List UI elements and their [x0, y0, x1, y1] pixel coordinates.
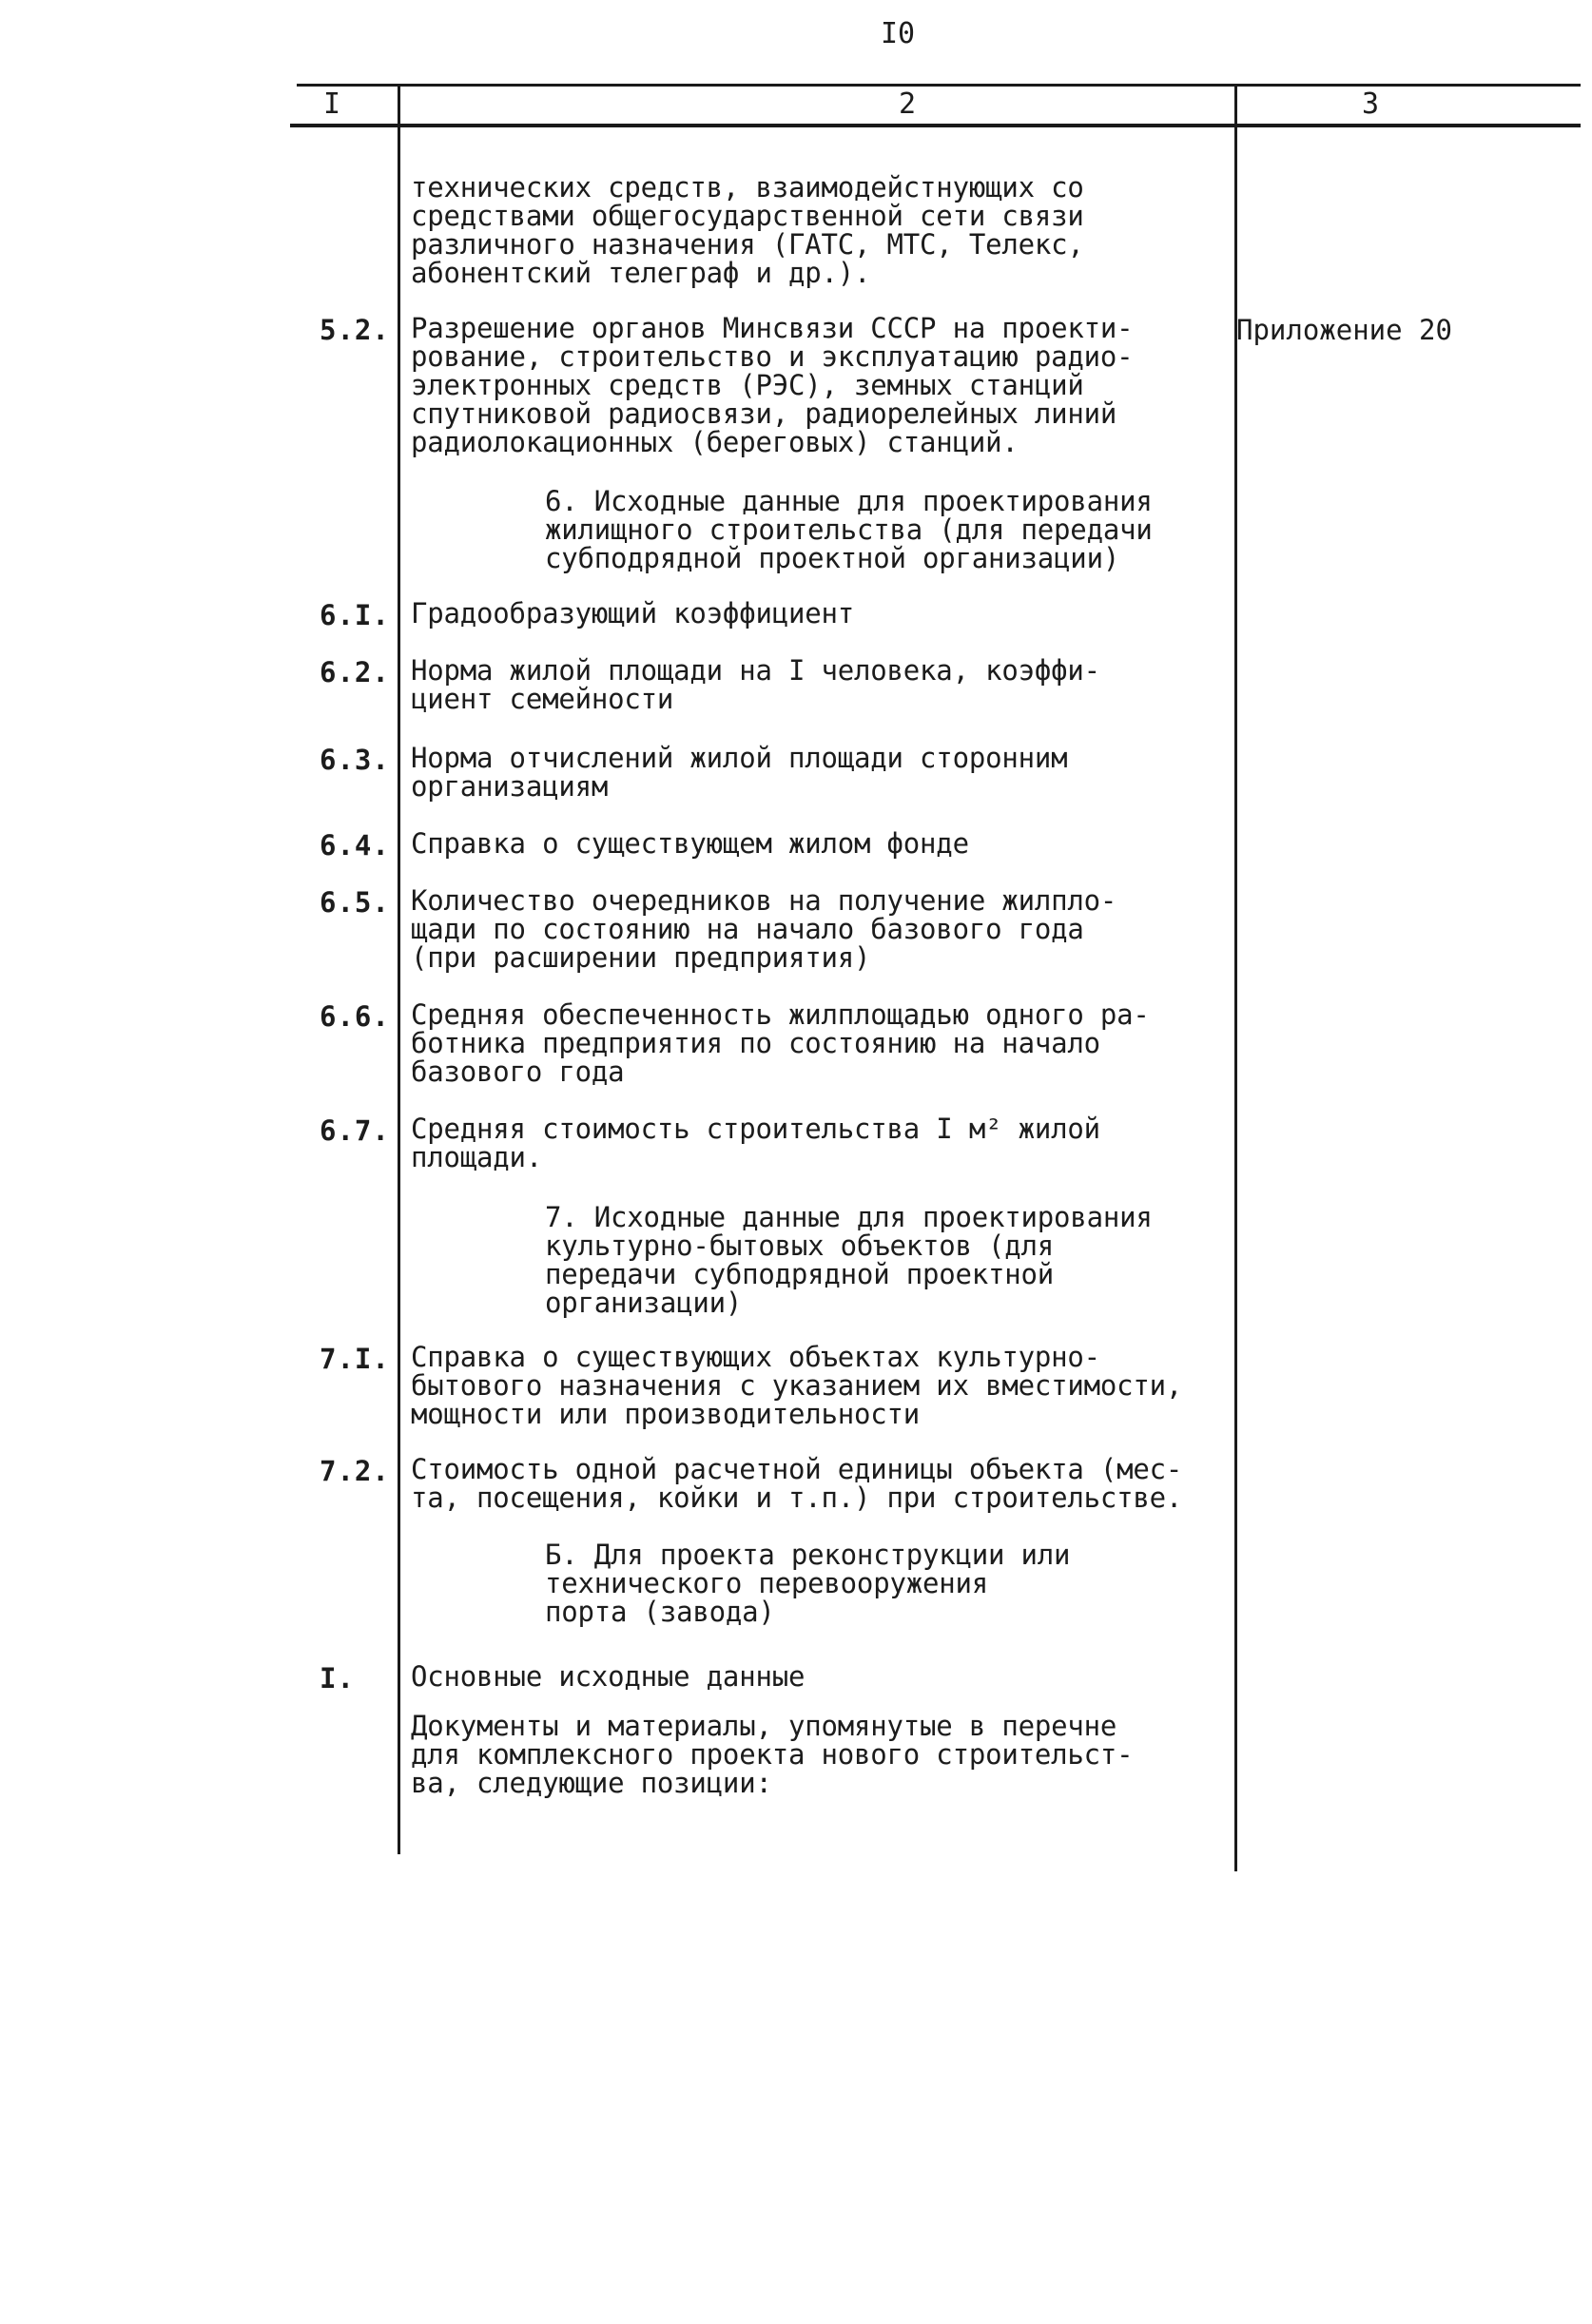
table-row-8-num: 6.6. [320, 1000, 390, 1033]
table-row-8-text: Средняя обеспеченность жилплощадью одного ра- ботника предприятия по состоянию на начало базового года [411, 998, 1150, 1088]
table-row-7-num: 6.5. [320, 886, 390, 919]
table-row-9-text: Средняя стоимость строительства I м² жилой площади. [411, 1113, 1100, 1173]
section-heading-7: 7. Исходные данные для проектирования культурно-бытовых объектов (для передачи субподрядной проектной организации) [545, 1201, 1153, 1319]
table-row-14-num: I. [320, 1662, 355, 1695]
column-header-3: 3 [1362, 87, 1380, 121]
table-row-12-num: 7.2. [320, 1455, 390, 1487]
table-row-4-num: 6.2. [320, 656, 390, 688]
table-row-1-text: Разрешение органов Минсвязи СССР на проекти- рование, строительство и эксплуатацию радио- электронных средств (РЭС), земных станций спутниковой радиосвязи, радиорелейных линий радиолокационных (береговых) станций. [411, 312, 1134, 458]
section-heading-b: Б. Для проекта реконструкции или технического перевооружения порта (завода) [545, 1539, 1071, 1628]
table-row-9-num: 6.7. [320, 1114, 390, 1147]
table-row-12-text: Стоимость одной расчетной единицы объекта (мес- та, посещения, койки и т.п.) при строительстве. [411, 1453, 1183, 1514]
column-divider-1 [398, 84, 400, 1854]
page-number: I0 [881, 17, 916, 50]
column-header-2: 2 [899, 87, 917, 121]
table-row-3-num: 6.I. [320, 599, 390, 631]
table-row-15-text: Документы и материалы, упомянутые в перечне для комплексного проекта нового строительст- ва, следующие позиции: [411, 1710, 1134, 1799]
table-row-14-text: Основные исходные данные [411, 1660, 806, 1693]
table-row-11-text: Справка о существующих объектах культурно- бытового назначения с указанием их вместимости, мощности или производительности [411, 1341, 1183, 1430]
section-heading-6: 6. Исходные данные для проектирования жилищного строительства (для передачи субподрядной проектной организации) [545, 485, 1153, 574]
table-row-1-num: 5.2. [320, 314, 390, 346]
table-row-5-text: Норма отчислений жилой площади сторонним организациям [411, 742, 1068, 803]
table-row-3-text: Градообразующий коэффициент [411, 597, 855, 629]
table-row-6-num: 6.4. [320, 829, 390, 862]
table-row-6-text: Справка о существующем жилом фонде [411, 827, 969, 860]
table-row-0-text: технических средств, взаимодейстнующих со средствами общегосударственной сети связи различного назначения (ГАТС, МТС, Телекс, абонентский телеграф и др.). [411, 171, 1084, 289]
column-header-1: I [323, 87, 341, 121]
table-top-rule [297, 84, 1581, 87]
table-header-rule [290, 124, 1581, 127]
table-row-1-ref: Приложение 20 [1236, 314, 1452, 346]
table-row-4-text: Норма жилой площади на I человека, коэффи- циент семейности [411, 654, 1100, 715]
table-row-5-num: 6.3. [320, 744, 390, 776]
table-row-11-num: 7.I. [320, 1343, 390, 1375]
table-row-7-text: Количество очередников на получение жилпло- щади по состоянию на начало базового года (при расширении предприятия) [411, 884, 1117, 974]
